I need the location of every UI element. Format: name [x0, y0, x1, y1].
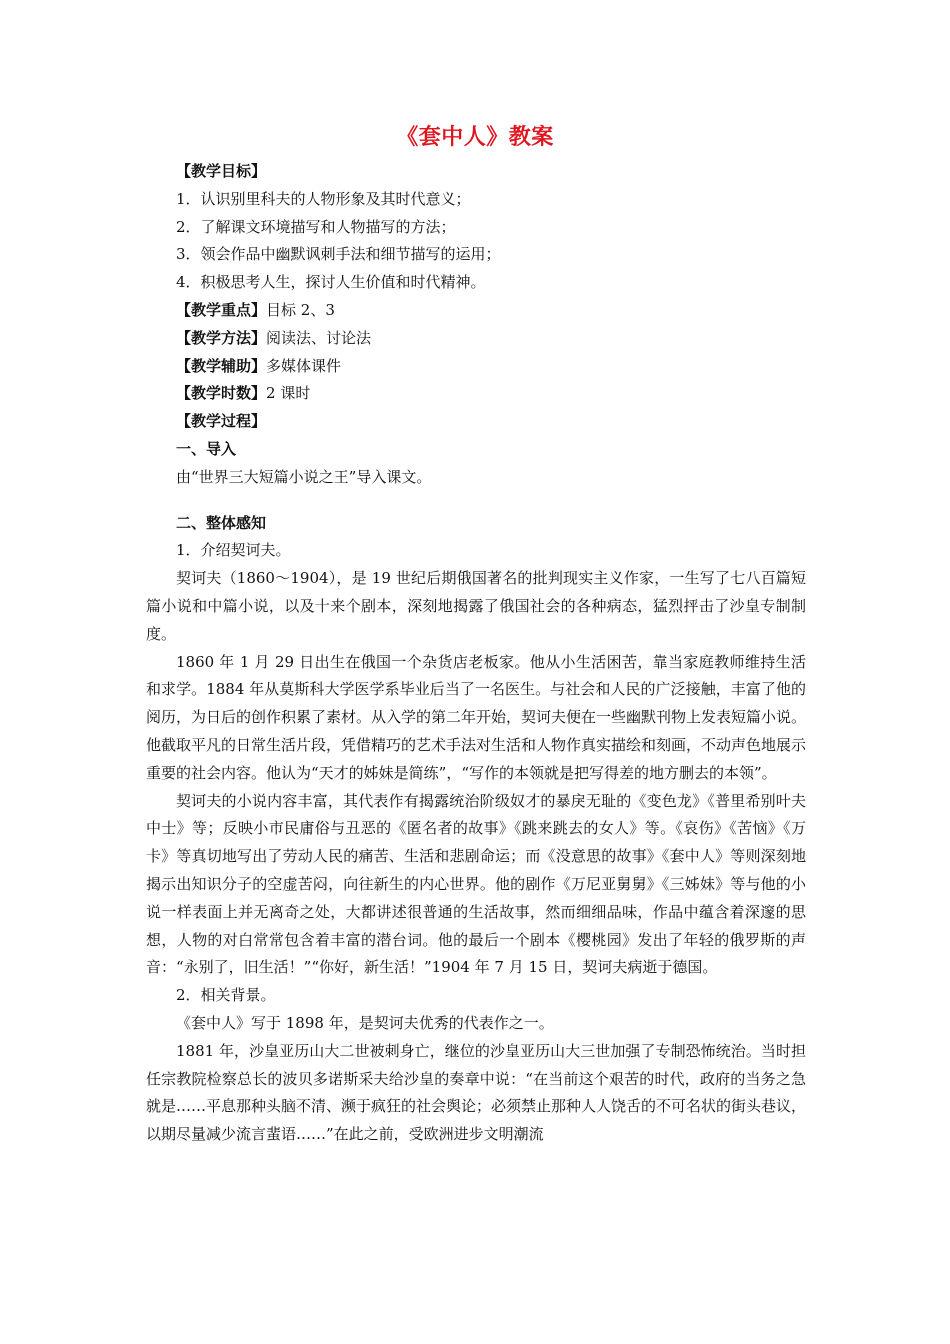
paragraph: 契诃夫（1860～1904），是 19 世纪后期俄国著名的批判现实主义作家，一生写了七八百篇短篇小说和中篇小说，以及十来个剧本，深刻地揭露了俄国社会的各种病态，猛烈抨击了沙皇专制制度。: [146, 569, 806, 643]
paragraph: 《套中人》写于 1898 年，是契诃夫优秀的代表作之一。: [176, 1013, 554, 1032]
objective-item: 2．了解课文环境描写和人物描写的方法；: [176, 217, 456, 236]
aids-label: 【教学辅助】: [176, 356, 267, 375]
objectives-heading: 【教学目标】: [176, 162, 267, 180]
methods-value: 阅读法、讨论法: [266, 328, 372, 347]
methods-label: 【教学方法】: [176, 328, 267, 347]
aids-value: 多媒体课件: [266, 356, 342, 375]
aids-row: [146, 353, 806, 381]
hours-value: 2 课时: [266, 384, 311, 403]
key-points-row: [146, 297, 806, 325]
paragraph: 契诃夫的小说内容丰富，其代表作有揭露统治阶级奴才的暴戾无耻的《变色龙》《普里希别叶夫中士》等；反映小市民庸俗与丑恶的《匿名者的故事》《跳来跳去的女人》等。《哀伤》《苦恼》《万卡》等真切地写出了劳动人民的痛苦、生活和悲剧命运；而《没意思的故事》《套中人》等则深刻地揭示出知识分子的空虚苦闷，向往新生的内心世界。他的剧作《万尼亚舅舅》《三姊妹》等与他的小说一样表面上并无离奇之处，大都讲述很普通的生活故事，然而细细品味，作品中蕴含着深邃的思想，人物的对白常常包含着丰富的潜台词。他的最后一个剧本《樱桃园》发出了年轻的俄罗斯的声音：“永别了，旧生活！”“你好，新生活！”1904 年 7 月 15 日，契诃夫病逝于德国。: [146, 791, 806, 977]
paragraph: 1881 年，沙皇亚历山大二世被刺身亡，继位的沙皇亚历山大三世加强了专制恐怖统治。当时担任宗教院检察总长的波贝多诺斯采夫给沙皇的奏章中说：“在当前这个艰苦的时代，政府的当务之急就是……平息那种头脑不清、濒于疯狂的社会舆论；必须禁止那种人人饶舌的不可名状的街头巷议，以期尽量减少流言蜚语……”在此之前，受欧洲进步文明潮流: [146, 1041, 807, 1144]
hours-row: [146, 380, 806, 408]
paragraph: 1860 年 1 月 29 日出生在俄国一个杂货店老板家。他从小生活困苦，靠当家庭教师维持生活和求学。1884 年从莫斯科大学医学系毕业后当了一名医生。与社会和人民的广泛接触，丰富了他的阅历，为日后的创作积累了素材。从入学的第二年开始，契诃夫便在一些幽默刊物上发表短篇小说。他截取平凡的日常生活片段，凭借精巧的艺术手法对生活和人物作真实描绘和刻画，不动声色地展示重要的社会内容。他认为“天才的姊妹是简练”，“写作的本领就是把写得差的地方删去的本领”。: [146, 652, 807, 782]
methods-row: [146, 325, 806, 353]
subsection-heading: 1．介绍契诃夫。: [176, 541, 291, 560]
section-spacer: [146, 492, 806, 510]
section-heading: 二、整体感知: [176, 513, 267, 532]
hours-label: 【教学时数】: [176, 384, 267, 403]
objective-item: 1．认识别里科夫的人物形象及其时代意义；: [176, 189, 471, 208]
key-points-value: 目标 2、3: [266, 300, 335, 319]
document-title: 《套中人》教案: [396, 125, 554, 150]
section-heading: 一、导入: [176, 439, 237, 458]
subsection-heading: 2．相关背景。: [176, 986, 276, 1005]
section-text: 由“世界三大短篇小说之王”导入课文。: [176, 467, 432, 486]
process-heading: 【教学过程】: [176, 412, 267, 431]
objective-item: 3．领会作品中幽默讽刺手法和细节描写的运用；: [176, 245, 501, 264]
objective-item: 4．积极思考人生，探讨人生价值和时代精神。: [176, 273, 486, 292]
document-body: [146, 158, 806, 1149]
key-points-label: 【教学重点】: [176, 300, 267, 319]
